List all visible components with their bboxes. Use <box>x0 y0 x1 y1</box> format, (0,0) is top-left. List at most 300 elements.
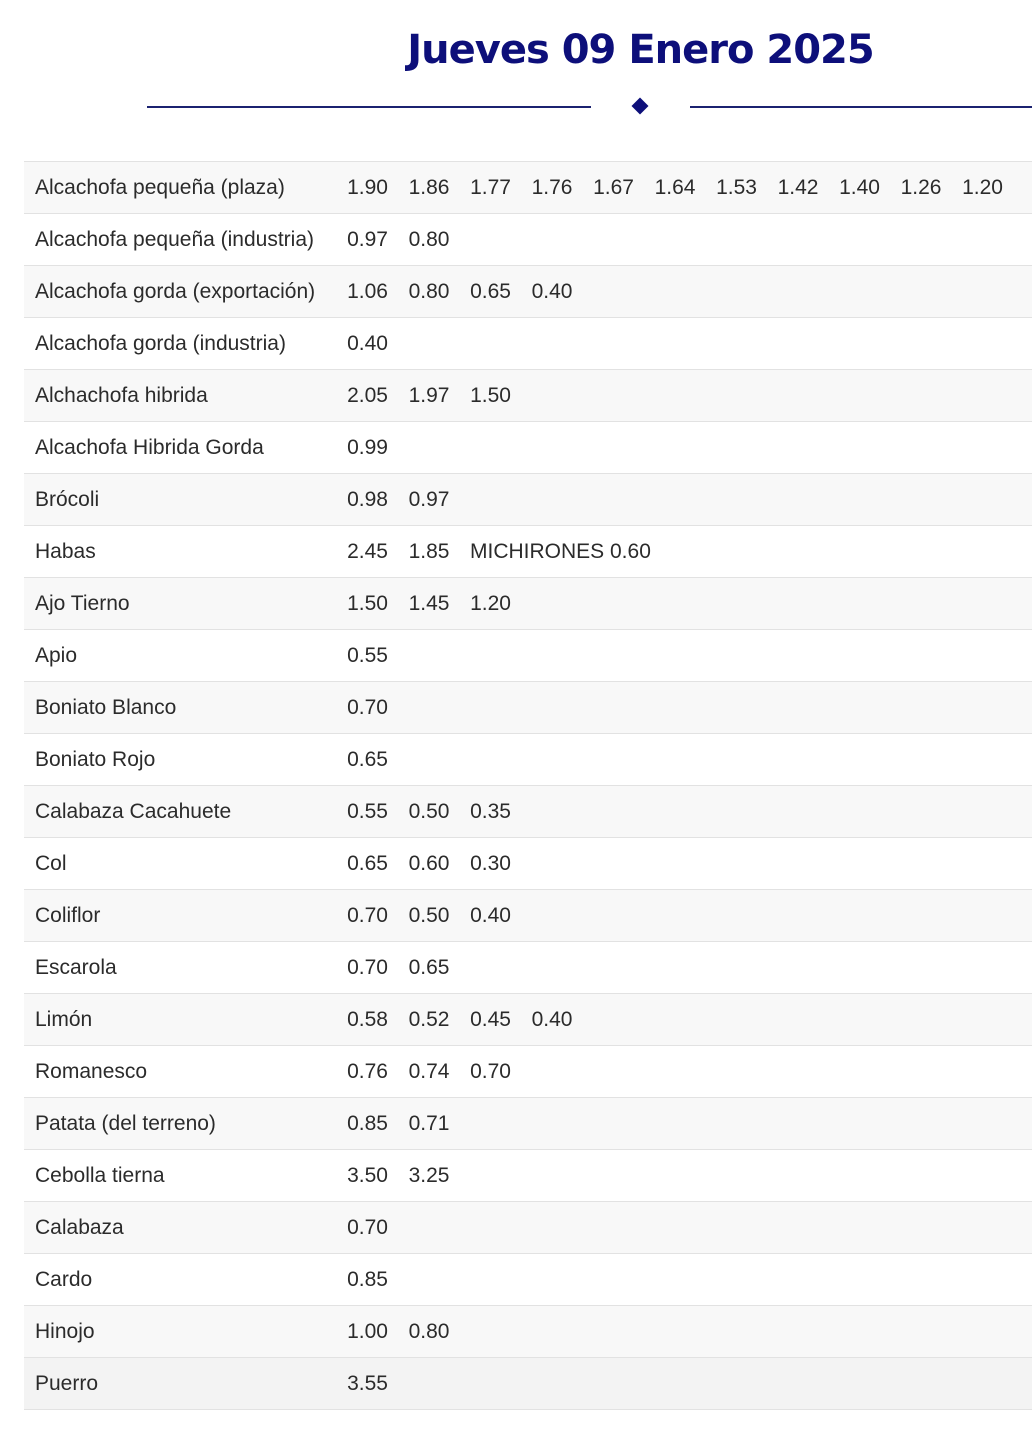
table-row <box>24 578 1032 630</box>
table-row <box>24 1046 1032 1098</box>
empty-cell <box>890 214 952 266</box>
price-cell: 0.71 <box>398 1098 460 1150</box>
empty-cell <box>890 994 952 1046</box>
price-cell: 0.98 <box>337 474 398 526</box>
empty-cell <box>398 1254 460 1306</box>
empty-cell <box>890 578 952 630</box>
empty-cell <box>890 474 952 526</box>
empty-cell <box>890 318 952 370</box>
table-row <box>24 1358 1032 1410</box>
empty-cell <box>706 838 767 890</box>
price-cell: 1.20 <box>952 162 1013 214</box>
empty-cell <box>460 1098 521 1150</box>
price-cell: 0.40 <box>521 994 583 1046</box>
empty-cell <box>890 1358 952 1410</box>
empty-cell <box>829 1358 890 1410</box>
empty-cell <box>398 1202 460 1254</box>
empty-cell <box>460 1150 521 1202</box>
price-cell: 1.00 <box>337 1306 398 1358</box>
empty-cell <box>767 1306 829 1358</box>
product-name: Escarola <box>24 942 337 994</box>
table-row <box>24 994 1032 1046</box>
empty-cell <box>890 1046 952 1098</box>
empty-cell <box>644 734 706 786</box>
empty-cell <box>521 786 583 838</box>
table-row <box>24 422 1032 474</box>
empty-cell <box>952 266 1013 318</box>
product-name: Patata (del terreno) <box>24 1098 337 1150</box>
empty-cell <box>1013 266 1032 318</box>
empty-cell <box>767 630 829 682</box>
empty-cell <box>644 1306 706 1358</box>
empty-cell <box>583 1046 644 1098</box>
empty-cell <box>521 318 583 370</box>
empty-cell <box>1013 1306 1032 1358</box>
empty-cell <box>952 370 1013 422</box>
empty-cell <box>767 474 829 526</box>
empty-cell <box>890 1202 952 1254</box>
empty-cell <box>521 630 583 682</box>
product-name: Limón <box>24 994 337 1046</box>
empty-cell <box>829 526 890 578</box>
price-cell: 0.58 <box>337 994 398 1046</box>
price-cell: 0.65 <box>460 266 521 318</box>
empty-cell <box>460 682 521 734</box>
empty-cell <box>767 1358 829 1410</box>
empty-cell <box>521 1358 583 1410</box>
empty-cell <box>521 1098 583 1150</box>
empty-cell <box>583 318 644 370</box>
empty-cell <box>583 214 644 266</box>
price-cell: 0.70 <box>337 890 398 942</box>
price-cell: 0.50 <box>398 890 460 942</box>
empty-cell <box>767 1150 829 1202</box>
table-row <box>24 214 1032 266</box>
empty-cell <box>644 994 706 1046</box>
empty-cell <box>644 682 706 734</box>
price-cell: 2.05 <box>337 370 398 422</box>
empty-cell <box>583 734 644 786</box>
price-cell: 0.40 <box>460 890 521 942</box>
table-row <box>24 1202 1032 1254</box>
price-cell: 0.55 <box>337 786 398 838</box>
empty-cell <box>398 682 460 734</box>
table-row <box>24 1150 1032 1202</box>
empty-cell <box>644 474 706 526</box>
empty-cell <box>1013 942 1032 994</box>
empty-cell <box>829 1046 890 1098</box>
empty-cell <box>767 682 829 734</box>
price-table <box>24 161 1032 1410</box>
price-cell: 0.40 <box>337 318 398 370</box>
empty-cell <box>521 1254 583 1306</box>
empty-cell <box>583 1098 644 1150</box>
price-cell: 0.76 <box>337 1046 398 1098</box>
empty-cell <box>1013 1046 1032 1098</box>
price-cell: 1.53 <box>706 162 767 214</box>
empty-cell <box>583 1358 644 1410</box>
product-name: Calabaza <box>24 1202 337 1254</box>
empty-cell <box>829 682 890 734</box>
empty-cell <box>1013 890 1032 942</box>
price-cell: 1.97 <box>398 370 460 422</box>
empty-cell <box>583 578 644 630</box>
table-row <box>24 890 1032 942</box>
empty-cell <box>583 1202 644 1254</box>
empty-cell <box>583 266 644 318</box>
empty-cell <box>706 890 767 942</box>
empty-cell <box>706 994 767 1046</box>
empty-cell <box>583 890 644 942</box>
empty-cell <box>644 1358 706 1410</box>
product-name: Calabaza Cacahuete <box>24 786 337 838</box>
empty-cell <box>644 214 706 266</box>
empty-cell <box>767 1098 829 1150</box>
empty-cell <box>952 318 1013 370</box>
empty-cell <box>1013 1202 1032 1254</box>
empty-cell <box>1013 682 1032 734</box>
empty-cell <box>767 994 829 1046</box>
price-cell: 1.76 <box>521 162 583 214</box>
empty-cell <box>644 1254 706 1306</box>
empty-cell <box>460 630 521 682</box>
empty-cell <box>644 370 706 422</box>
price-cell: 0.80 <box>398 214 460 266</box>
empty-cell <box>521 474 583 526</box>
empty-cell <box>644 1150 706 1202</box>
empty-cell <box>706 1150 767 1202</box>
empty-cell <box>460 1306 521 1358</box>
empty-cell <box>583 942 644 994</box>
price-cell: 1.77 <box>460 162 521 214</box>
empty-cell <box>952 786 1013 838</box>
empty-cell <box>890 526 952 578</box>
empty-cell <box>767 214 829 266</box>
empty-cell <box>706 526 767 578</box>
empty-cell <box>829 578 890 630</box>
product-name: Alcachofa Hibrida Gorda <box>24 422 337 474</box>
price-cell: 0.70 <box>337 942 398 994</box>
product-name: Alcachofa pequeña (industria) <box>24 214 337 266</box>
table-row <box>24 1254 1032 1306</box>
empty-cell <box>644 1098 706 1150</box>
empty-cell <box>644 942 706 994</box>
table-row <box>24 266 1032 318</box>
empty-cell <box>767 838 829 890</box>
empty-cell <box>952 1046 1013 1098</box>
empty-cell <box>583 474 644 526</box>
table-row <box>24 526 1032 578</box>
empty-cell <box>521 578 583 630</box>
price-cell: 1.85 <box>398 526 460 578</box>
price-cell: 0.80 <box>398 1306 460 1358</box>
price-cell: 1.06 <box>337 266 398 318</box>
empty-cell <box>829 370 890 422</box>
price-cell: 3.25 <box>398 1150 460 1202</box>
empty-cell <box>952 630 1013 682</box>
product-name: Brócoli <box>24 474 337 526</box>
empty-cell <box>583 682 644 734</box>
price-cell: 0.97 <box>398 474 460 526</box>
empty-cell <box>644 266 706 318</box>
product-name: Ajo Tierno <box>24 578 337 630</box>
empty-cell <box>644 422 706 474</box>
empty-cell <box>521 1202 583 1254</box>
empty-cell <box>706 682 767 734</box>
empty-cell <box>460 734 521 786</box>
empty-cell <box>644 890 706 942</box>
product-name: Coliflor <box>24 890 337 942</box>
empty-cell <box>460 1202 521 1254</box>
empty-cell <box>767 890 829 942</box>
empty-cell <box>644 578 706 630</box>
table-row <box>24 162 1032 214</box>
empty-cell <box>829 890 890 942</box>
product-name: Cardo <box>24 1254 337 1306</box>
empty-cell <box>829 214 890 266</box>
empty-cell <box>1013 994 1032 1046</box>
price-cell: 0.99 <box>337 422 398 474</box>
table-row <box>24 734 1032 786</box>
price-cell: 0.52 <box>398 994 460 1046</box>
empty-cell <box>706 422 767 474</box>
empty-cell <box>644 1202 706 1254</box>
empty-cell <box>1013 474 1032 526</box>
empty-cell <box>1013 786 1032 838</box>
empty-cell <box>1013 1358 1032 1410</box>
price-cell: 1.64 <box>644 162 706 214</box>
empty-cell <box>890 1098 952 1150</box>
price-cell: 0.45 <box>460 994 521 1046</box>
price-cell: 0.65 <box>337 838 398 890</box>
table-row <box>24 786 1032 838</box>
price-cell: 0.74 <box>398 1046 460 1098</box>
price-cell: 1.26 <box>890 162 952 214</box>
empty-cell <box>890 786 952 838</box>
empty-cell <box>706 578 767 630</box>
product-name: Alcachofa gorda (industria) <box>24 318 337 370</box>
product-name: Apio <box>24 630 337 682</box>
empty-cell <box>890 630 952 682</box>
empty-cell <box>890 370 952 422</box>
empty-cell <box>706 1202 767 1254</box>
price-cell: 0.35 <box>460 786 521 838</box>
price-cell: 1.67 <box>583 162 644 214</box>
product-name: Alcachofa gorda (exportación) <box>24 266 337 318</box>
product-name: Romanesco <box>24 1046 337 1098</box>
empty-cell <box>521 942 583 994</box>
title-divider-right <box>690 106 1032 108</box>
empty-cell <box>1013 1098 1032 1150</box>
empty-cell <box>460 1358 521 1410</box>
price-cell: 0.55 <box>337 630 398 682</box>
empty-cell <box>460 1254 521 1306</box>
empty-cell <box>767 370 829 422</box>
empty-cell <box>1013 1254 1032 1306</box>
empty-cell <box>829 786 890 838</box>
price-cell: 0.30 <box>460 838 521 890</box>
empty-cell <box>583 1150 644 1202</box>
empty-cell <box>1013 214 1032 266</box>
empty-cell <box>767 734 829 786</box>
product-name: Alcachofa pequeña (plaza) <box>24 162 337 214</box>
empty-cell <box>521 838 583 890</box>
empty-cell <box>1013 162 1032 214</box>
empty-cell <box>829 422 890 474</box>
empty-cell <box>521 890 583 942</box>
price-cell: 1.50 <box>337 578 398 630</box>
price-cell: 1.90 <box>337 162 398 214</box>
table-row <box>24 370 1032 422</box>
table-row <box>24 318 1032 370</box>
empty-cell <box>706 1306 767 1358</box>
empty-cell <box>521 1046 583 1098</box>
empty-cell <box>583 838 644 890</box>
price-cell: 0.97 <box>337 214 398 266</box>
empty-cell <box>1013 318 1032 370</box>
empty-cell <box>829 838 890 890</box>
price-cell: 0.85 <box>337 1098 398 1150</box>
empty-cell <box>644 630 706 682</box>
empty-cell <box>706 214 767 266</box>
empty-cell <box>767 266 829 318</box>
price-cell: 0.50 <box>398 786 460 838</box>
empty-cell <box>890 1150 952 1202</box>
price-note: MICHIRONES 0.60 <box>460 526 706 578</box>
table-row <box>24 682 1032 734</box>
title-divider-left <box>147 106 591 108</box>
empty-cell <box>1013 1150 1032 1202</box>
empty-cell <box>583 994 644 1046</box>
empty-cell <box>460 318 521 370</box>
empty-cell <box>767 318 829 370</box>
page-title: Jueves 09 Enero 2025 <box>407 27 874 73</box>
empty-cell <box>829 630 890 682</box>
empty-cell <box>398 318 460 370</box>
empty-cell <box>1013 630 1032 682</box>
empty-cell <box>706 734 767 786</box>
empty-cell <box>890 734 952 786</box>
empty-cell <box>767 1254 829 1306</box>
empty-cell <box>952 994 1013 1046</box>
empty-cell <box>521 422 583 474</box>
diamond-ornament-icon <box>632 98 649 115</box>
table-row <box>24 1098 1032 1150</box>
empty-cell <box>1013 422 1032 474</box>
empty-cell <box>706 266 767 318</box>
product-name: Alchachofa hibrida <box>24 370 337 422</box>
price-cell: 1.45 <box>398 578 460 630</box>
empty-cell <box>890 838 952 890</box>
price-cell: 1.50 <box>460 370 521 422</box>
empty-cell <box>767 1046 829 1098</box>
empty-cell <box>521 214 583 266</box>
price-cell: 0.70 <box>337 1202 398 1254</box>
empty-cell <box>583 1306 644 1358</box>
empty-cell <box>952 526 1013 578</box>
price-cell: 3.55 <box>337 1358 398 1410</box>
empty-cell <box>767 786 829 838</box>
price-cell: 0.65 <box>398 942 460 994</box>
empty-cell <box>890 266 952 318</box>
empty-cell <box>706 1046 767 1098</box>
empty-cell <box>583 1254 644 1306</box>
empty-cell <box>767 942 829 994</box>
empty-cell <box>706 318 767 370</box>
empty-cell <box>706 1358 767 1410</box>
price-rows <box>24 162 1032 1410</box>
product-name: Puerro <box>24 1358 337 1410</box>
empty-cell <box>767 422 829 474</box>
empty-cell <box>952 838 1013 890</box>
empty-cell <box>829 318 890 370</box>
empty-cell <box>952 1202 1013 1254</box>
empty-cell <box>644 786 706 838</box>
empty-cell <box>952 1098 1013 1150</box>
price-cell: 0.40 <box>521 266 583 318</box>
price-cell: 3.50 <box>337 1150 398 1202</box>
product-name: Cebolla tierna <box>24 1150 337 1202</box>
empty-cell <box>1013 370 1032 422</box>
empty-cell <box>583 630 644 682</box>
empty-cell <box>890 682 952 734</box>
table-row <box>24 1306 1032 1358</box>
empty-cell <box>952 682 1013 734</box>
empty-cell <box>583 786 644 838</box>
empty-cell <box>829 1306 890 1358</box>
empty-cell <box>460 474 521 526</box>
product-name: Col <box>24 838 337 890</box>
empty-cell <box>706 370 767 422</box>
empty-cell <box>521 1306 583 1358</box>
price-cell: 1.86 <box>398 162 460 214</box>
empty-cell <box>890 890 952 942</box>
empty-cell <box>890 1306 952 1358</box>
empty-cell <box>521 1150 583 1202</box>
empty-cell <box>767 526 829 578</box>
empty-cell <box>829 1098 890 1150</box>
price-cell: 0.85 <box>337 1254 398 1306</box>
price-cell: 0.65 <box>337 734 398 786</box>
empty-cell <box>952 734 1013 786</box>
empty-cell <box>829 474 890 526</box>
empty-cell <box>952 942 1013 994</box>
product-name: Boniato Rojo <box>24 734 337 786</box>
empty-cell <box>767 1202 829 1254</box>
price-cell: 1.40 <box>829 162 890 214</box>
price-cell: 0.80 <box>398 266 460 318</box>
empty-cell <box>952 474 1013 526</box>
empty-cell <box>1013 578 1032 630</box>
empty-cell <box>1013 526 1032 578</box>
empty-cell <box>1013 734 1032 786</box>
empty-cell <box>460 214 521 266</box>
empty-cell <box>644 318 706 370</box>
empty-cell <box>829 994 890 1046</box>
empty-cell <box>952 214 1013 266</box>
table-row <box>24 630 1032 682</box>
empty-cell <box>952 578 1013 630</box>
empty-cell <box>521 734 583 786</box>
empty-cell <box>521 682 583 734</box>
empty-cell <box>460 422 521 474</box>
empty-cell <box>890 1254 952 1306</box>
empty-cell <box>1013 838 1032 890</box>
empty-cell <box>706 942 767 994</box>
empty-cell <box>706 786 767 838</box>
empty-cell <box>890 942 952 994</box>
empty-cell <box>829 1254 890 1306</box>
